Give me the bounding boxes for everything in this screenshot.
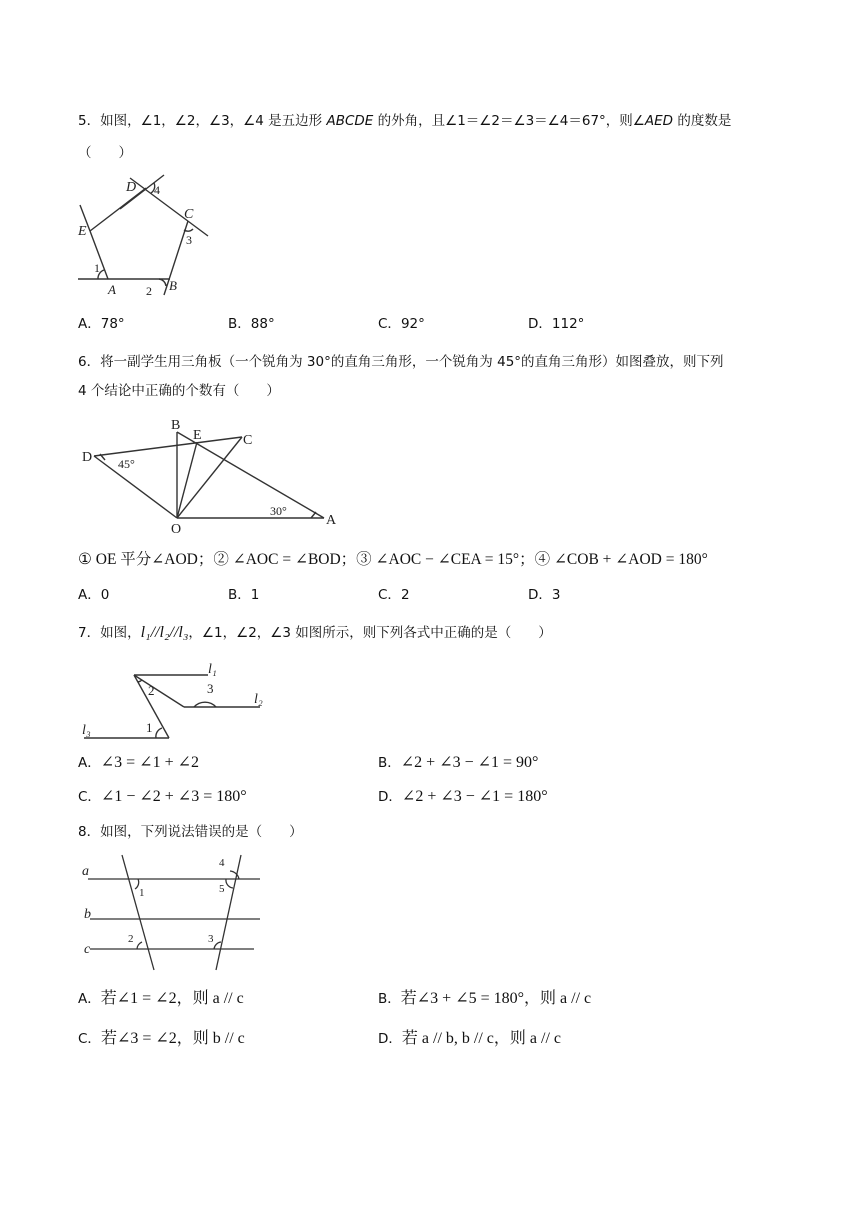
q6-stem-line1: 6．将一副学生用三角板（一个锐角为 30°的直角三角形，一个锐角为 45°的直角三角形）如图叠放，则下列 [78,354,724,370]
q5-label-A: A [108,282,116,297]
q7-label-2: 2 [148,683,155,698]
q5-label-D: D [126,180,137,195]
q8-transversals-figure [78,852,268,977]
q6-label-D: D [82,450,93,465]
q8-label-b: b [84,907,91,922]
q5-label-1: 1 [94,261,100,275]
q5-option-d[interactable]: D．112° [528,316,585,332]
q5-option-b[interactable]: B．88° [228,316,275,332]
q8-option-d[interactable]: D．若 a // b, b // c，则 a // c [378,1030,561,1047]
question-number: 5． [78,113,101,129]
q6-label-B: B [171,418,181,433]
q7-option-a[interactable]: A．∠3 = ∠1 + ∠2 [78,754,200,771]
q7-label-l3: l₃ [82,723,91,738]
q8-label-a: a [82,864,89,879]
q5-label-4: 4 [154,183,160,197]
q6-label-E: E [193,428,202,443]
q6-stem-line2: 4 个结论中正确的个数有（ ） [78,383,280,399]
q8-option-c[interactable]: C．若∠3 = ∠2，则 b // c [78,1030,245,1047]
q7-option-d[interactable]: D．∠2 + ∠3 − ∠1 = 180° [378,788,548,805]
q5-option-c[interactable]: C．92° [378,316,425,332]
q7-parallel-lines-figure [80,660,280,745]
q6-triangles-figure [80,412,350,537]
q5-label-3: 3 [186,233,192,247]
q8-option-a[interactable]: A．若∠1 = ∠2，则 a // c [78,990,244,1007]
question-number: 8． [78,824,101,840]
q6-option-a[interactable]: A．0 [78,587,110,603]
q5-option-a[interactable]: A．78° [78,316,125,332]
q6-label-C: C [243,433,253,448]
q5-label-B: B [169,278,177,293]
q8-label-2: 2 [128,933,134,945]
q7-label-1: 1 [146,720,153,735]
q5-label-E: E [78,224,87,239]
q7-option-c[interactable]: C．∠1 − ∠2 + ∠3 = 180° [78,788,247,805]
q7-stem: 7．如图，l₁//l₂//l₃，∠1，∠2，∠3 如图所示，则下列各式中正确的是（ ） [78,624,552,641]
q7-label-l1: l₁ [208,662,217,677]
q6-option-b[interactable]: B．1 [228,587,260,603]
q6-conclusions: ① OE 平分∠AOD；② ∠AOC = ∠BOD；③ ∠AOC − ∠CEA = 15°；④ ∠COB + ∠AOD = 180° [78,551,708,568]
q6-option-d[interactable]: D．3 [528,587,561,603]
q5-stem: 5．如图，∠1，∠2，∠3，∠4 是五边形 ABCDE 的外角，且∠1＝∠2＝∠3＝∠4＝67°，则∠AED 的度数是 [78,113,732,129]
q8-label-c: c [84,942,91,957]
q8-label-3: 3 [208,933,214,945]
q6-label-45: 45° [118,457,135,471]
q6-option-c[interactable]: C．2 [378,587,410,603]
q8-label-5: 5 [219,883,225,895]
q5-pentagon-figure [70,172,220,302]
q7-label-3: 3 [207,681,214,696]
q7-option-b[interactable]: B．∠2 + ∠3 − ∠1 = 90° [378,754,539,771]
question-number: 7． [78,625,101,641]
q5-label-2: 2 [146,284,152,298]
q6-label-30: 30° [270,504,287,518]
q7-label-l2: l₂ [254,692,263,707]
q8-option-b[interactable]: B．若∠3 + ∠5 = 180°，则 a // c [378,990,592,1007]
q5-blank: （ ） [78,145,132,161]
q8-label-4: 4 [219,857,225,869]
question-number: 6． [78,354,101,370]
q6-label-O: O [171,522,182,537]
q8-label-1: 1 [139,887,145,899]
q6-label-A: A [326,513,337,528]
q5-label-C: C [184,207,194,222]
q8-stem: 8．如图，下列说法错误的是（ ） [78,824,303,840]
